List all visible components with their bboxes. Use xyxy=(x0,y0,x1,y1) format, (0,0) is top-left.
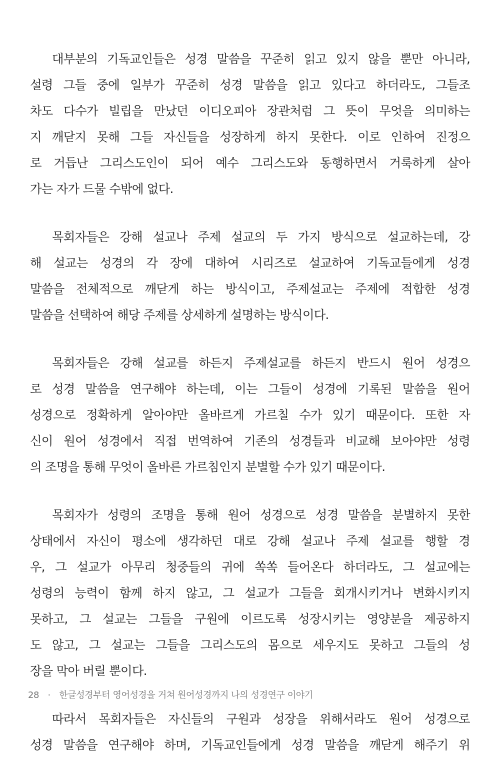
paragraph xyxy=(30,502,470,684)
text-line: 우, 그 설교가 아무리 청중들의 귀에 쏙쏙 들어온다 하더라도, 그 설교에는 xyxy=(30,560,470,574)
text-line: 설령 그들 중에 일부가 꾸준히 성경 말씀을 읽고 있다고 하더라도, 그들조 xyxy=(30,78,470,92)
page-body xyxy=(30,46,470,780)
text-line: 지 깨닫지 못해 그들 자신들을 성장하게 하지 못한다. 이로 인하여 진정으 xyxy=(30,130,470,144)
text-line: 목회자들은 강해 설교나 주제 설교의 두 가지 방식으로 설교하는데, 강 xyxy=(52,230,470,244)
text-line: 성경으로 정확하게 알아야만 올바르게 가르칠 수가 있기 때문이다. 또한 자 xyxy=(30,408,470,422)
paragraph xyxy=(30,46,470,202)
text-line: 따라서 목회자들은 자신들의 구원과 성장을 위해서라도 원어 성경으로 xyxy=(52,712,470,726)
page-footer xyxy=(28,688,313,701)
text-line: 로 거듭난 그리스도인이 되어 예수 그리스도와 동행하면서 거룩하게 살아 xyxy=(30,156,470,170)
text-line: 장을 막아 버릴 뿐이다. xyxy=(30,664,147,678)
text-line: 상태에서 자신이 평소에 생각하던 대로 강해 설교나 주제 설교를 행할 경 xyxy=(30,534,470,548)
text-line: 차도 다수가 빌립을 만났던 이디오피아 장관처럼 그 뜻이 무엇을 의미하는 xyxy=(30,104,470,118)
text-line: 대부분의 기독교인들은 성경 말씀을 꾸준히 읽고 있지 않을 뿐만 아니라, xyxy=(52,52,470,66)
paragraph xyxy=(30,706,470,758)
page-number: 28 xyxy=(28,691,40,701)
text-line: 목회자가 성령의 조명을 통해 원어 성경으로 성경 말씀을 분별하지 못한 xyxy=(52,508,470,522)
text-line: 성령의 능력이 함께 하지 않고, 그 설교가 그들을 회개시키거나 변화시키지 xyxy=(30,586,470,600)
text-line: 목회자들은 강해 설교를 하든지 주제설교를 하든지 반드시 원어 성경으 xyxy=(52,356,470,370)
paragraph xyxy=(30,350,470,480)
book-title: 한글성경부터 영어성경을 거쳐 원어성경까지 나의 성경연구 이야기 xyxy=(59,691,313,701)
text-line: 로 성경 말씀을 연구해야 하는데, 이는 그들이 성경에 기록된 말씀을 원어 xyxy=(30,382,470,396)
text-line: 의 조명을 통해 무엇이 올바른 가르침인지 분별할 수가 있기 때문이다. xyxy=(30,460,386,474)
text-line: 해 설교는 성경의 각 장에 대하여 시리즈로 설교하여 기독교들에게 성경 xyxy=(30,256,470,270)
paragraph xyxy=(30,224,470,328)
text-line: 가는 자가 드물 수밖에 없다. xyxy=(30,182,174,196)
text-line: 말씀을 선택하여 해당 주제를 상세하게 설명하는 방식이다. xyxy=(30,308,329,322)
text-line: 못하고, 그 설교는 그들을 구원에 이르도록 성장시키는 영양분을 제공하지 xyxy=(30,612,470,626)
text-line: 말씀을 전체적으로 깨닫게 하는 방식이고, 주제설교는 주제에 적합한 성경 xyxy=(30,282,470,296)
text-line: 성경 말씀을 연구해야 하며, 기독교인들에게 성경 말씀을 깨닫게 해주기 위 xyxy=(30,738,470,752)
text-line: 도 않고, 그 설교는 그들을 그리스도의 몸으로 세우지도 못하고 그들의 성 xyxy=(30,638,470,652)
footer-separator: · xyxy=(47,691,51,701)
text-line: 신이 원어 성경에서 직접 번역하여 기존의 성경들과 비교해 보아야만 성령 xyxy=(30,434,470,448)
